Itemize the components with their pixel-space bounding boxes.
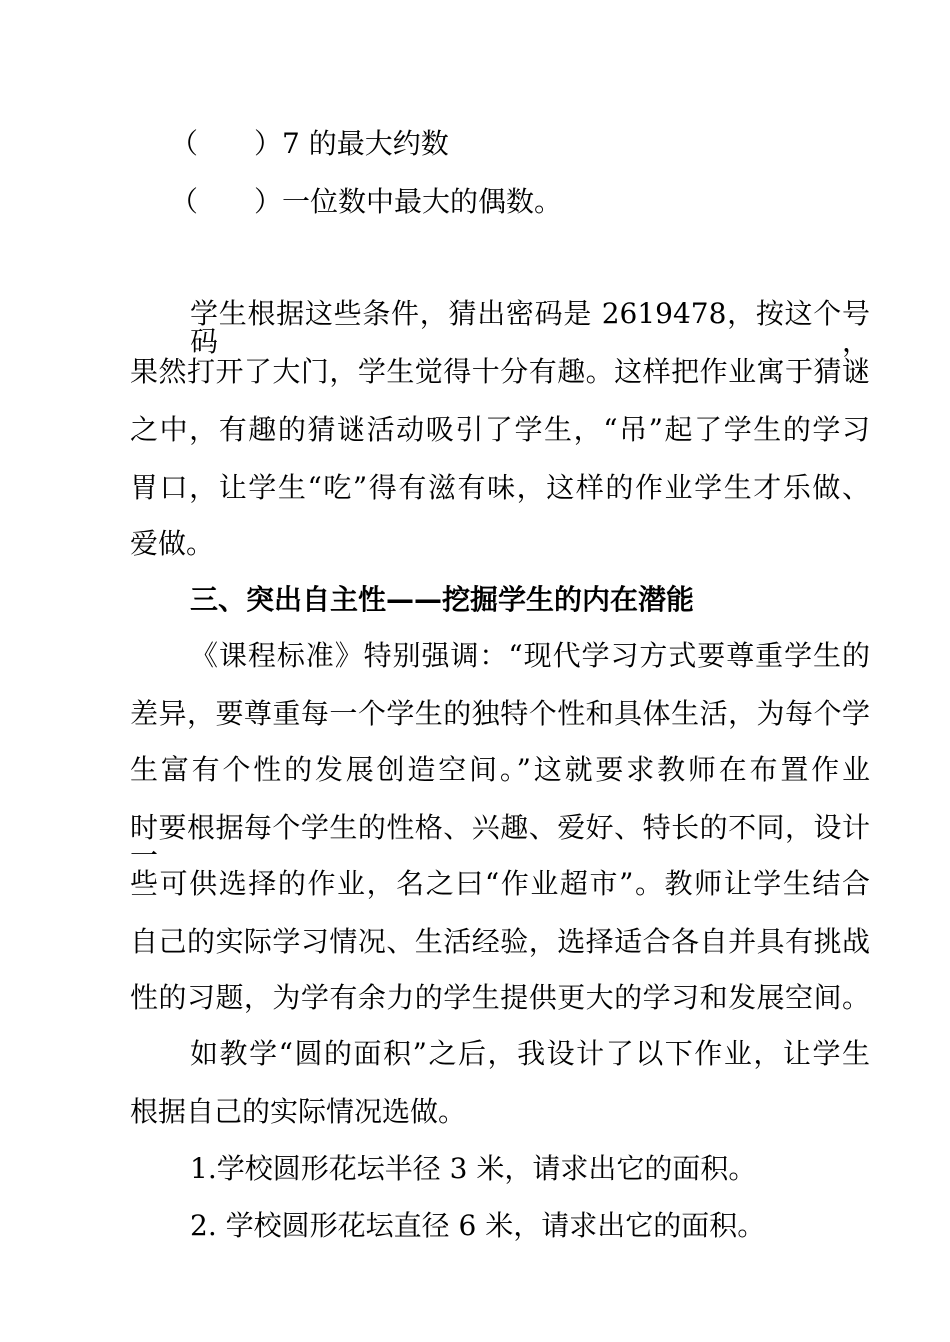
paragraph-line: 些可供选择的作业，名之曰“作业超市”。教师让学生结合 xyxy=(130,867,870,900)
paragraph-line: 学生根据这些条件，猜出密码是 2619478，按这个号码， xyxy=(190,297,870,358)
paragraph-line: 自己的实际学习情况、生活经验，选择适合各自并具有挑战 xyxy=(130,925,870,958)
paragraph-line: 之中，有趣的猜谜活动吸引了学生，“吊”起了学生的学习 xyxy=(130,413,870,446)
blank-item-1: （ ）7 的最大约数 xyxy=(170,127,449,160)
paragraph-line: 如教学“圆的面积”之后，我设计了以下作业，让学生 xyxy=(190,1037,870,1070)
section-heading: 三、突出自主性——挖掘学生的内在潜能 xyxy=(190,583,695,616)
paragraph-line: 差异，要尊重每一个学生的独特个性和具体生活，为每个学 xyxy=(130,697,870,730)
paragraph-line: 《课程标准》特别强调：“现代学习方式要尊重学生的 xyxy=(190,639,870,672)
list-item: 1.学校圆形花坛半径 3 米，请求出它的面积。 xyxy=(190,1152,757,1185)
paragraph-line: 果然打开了大门，学生觉得十分有趣。这样把作业寓于猜谜 xyxy=(130,355,870,388)
paragraph-line: 性的习题，为学有余力的学生提供更大的学习和发展空间。 xyxy=(130,981,870,1014)
paragraph-line: 胃口，让学生“吃”得有滋有味，这样的作业学生才乐做、 xyxy=(130,471,870,504)
list-item: 2. 学校圆形花坛直径 6 米，请求出它的面积。 xyxy=(190,1209,766,1242)
blank-item-2: （ ）一位数中最大的偶数。 xyxy=(170,185,563,218)
paragraph-line: 生富有个性的发展创造空间。”这就要求教师在布置作业 xyxy=(130,753,870,786)
paragraph-line: 时要根据每个学生的性格、兴趣、爱好、特长的不同，设计一 xyxy=(130,811,870,872)
paragraph-line: 爱做。 xyxy=(130,527,215,560)
paragraph-line: 根据自己的实际情况选做。 xyxy=(130,1095,467,1128)
